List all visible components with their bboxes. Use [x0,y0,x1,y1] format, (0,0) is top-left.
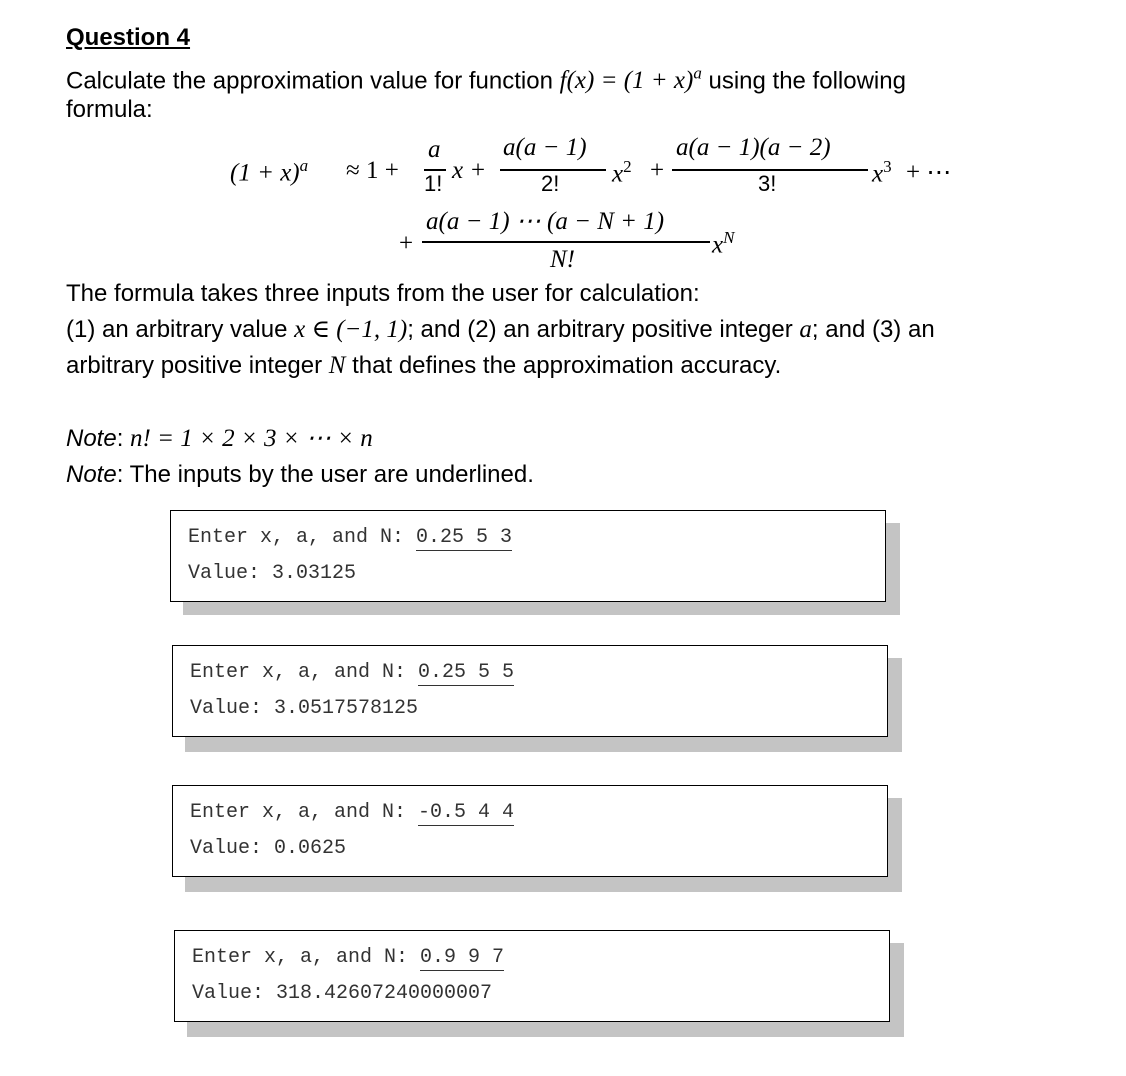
description-line-3: arbitrary positive integer N that defines the approximation accuracy. [66,352,782,379]
term1-numerator: a [428,136,441,163]
function-definition: $f(x) = (1 + x)^a$ [559,64,702,95]
term2-tail: $x^2$ [612,157,632,188]
line2-plus: + [399,230,414,257]
intro-tail: using the following [701,67,906,95]
console-prompt-line: Enter x, a, and N: 0.9 9 7 [192,946,505,969]
note-label: Note [66,425,117,452]
description-line-2: (1) an arbitrary value x ∈ (−1, 1); and (2) an arbitrary positive integer a; and (3) an [66,316,935,343]
user-input: 0.25 5 3 [416,526,513,549]
n-variable: N [328,352,346,379]
user-input: 0.9 9 7 [420,946,505,969]
factorial-definition: n! = 1 × 2 × 3 × ⋯ × n [130,425,373,452]
console-prompt-line: Enter x, a, and N: 0.25 5 5 [190,661,515,684]
note-factorial: Note: n! = 1 × 2 × 3 × ⋯ × n [66,425,373,452]
console-prompt-line: Enter x, a, and N: -0.5 4 4 [190,801,515,824]
note-label: Note [66,461,117,488]
termN-numerator: a(a − 1) ⋯ (a − N + 1) [426,208,665,235]
console-value-line: Value: 3.0517578125 [190,697,419,720]
term1-tail: x + [452,157,487,184]
termN-denominator: N! [550,246,575,273]
term2-plus: + [650,157,665,184]
term3-denominator: 3! [758,171,777,196]
console-value-line: Value: 3.03125 [188,562,357,585]
intro-line-2: formula: [66,96,153,123]
console-prompt-line: Enter x, a, and N: 0.25 5 3 [188,526,513,549]
user-input: 0.25 5 5 [418,661,515,684]
formula-lhs: $(1 + x)^a$ [230,156,309,187]
x-range: x ∈ (−1, 1) [294,316,408,343]
term3-rest: + ⋯ [906,159,952,186]
intro-text: Calculate the approximation value for function [66,67,560,95]
console-value-line: Value: 318.42607240000007 [192,982,493,1005]
formula-block [0,0,1126,280]
user-input: -0.5 4 4 [418,801,515,824]
termN-fraction-bar [422,241,710,243]
description-line-1: The formula takes three inputs from the user for calculation: [66,280,700,307]
term2-denominator: 2! [541,171,560,196]
term1-denominator: 1! [424,171,443,196]
term3-numerator: a(a − 1)(a − 2) [676,134,831,161]
term3-tail: $x^3$ [872,157,892,188]
termN-tail: $x^N$ [712,228,735,259]
question-heading: Question 4 [66,24,191,51]
approx-one-plus: ≈ 1 + [346,157,399,184]
note-inputs: Note: The inputs by the user are underlined. [66,461,534,488]
term2-numerator: a(a − 1) [503,134,587,161]
a-variable: a [799,316,812,343]
console-value-line: Value: 0.0625 [190,837,347,860]
